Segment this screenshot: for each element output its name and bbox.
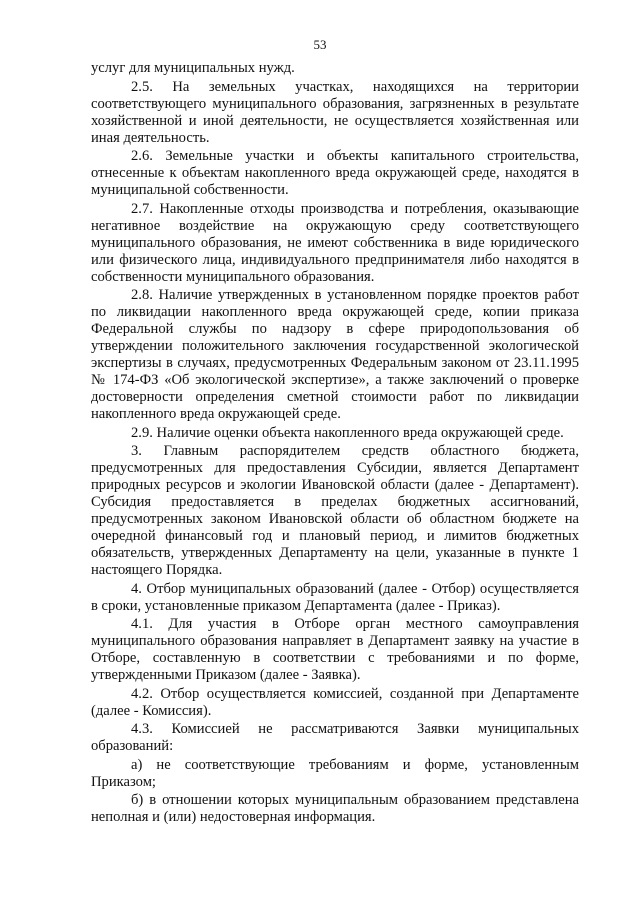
paragraph-4-1: 4.1. Для участия в Отборе орган местного самоуправления муниципального образования направляет в Департамент заявку на участие в Отборе, составленную в соответствии с требованиями и по форме, утвержденными Приказом (далее - Заявка). [91,616,579,683]
paragraph-2-6: 2.6. Земельные участки и объекты капитального строительства, отнесенные к объектам накопленного вреда окружающей среде, находятся в муниципальной собственности. [91,148,579,198]
paragraph-2-9: 2.9. Наличие оценки объекта накопленного вреда окружающей среде. [131,424,564,441]
paragraph-4-3-a: а) не соответствующие требованиям и форме, установленным Приказом; [91,756,579,790]
paragraph-4: 4. Отбор муниципальных образований (далее - Отбор) осуществляется в сроки, установленные приказом Департамента (далее - Приказ). [91,580,579,614]
paragraph-4-3-b: б) в отношении которых муниципальным образованием представлена неполная и (или) недостоверная информация. [91,792,579,825]
page-number: 53 [313,37,327,52]
paragraph-3: 3. Главным распорядителем средств областного бюджета, предусмотренных для предоставления Субсидии, является Департамент природных ресурсов и экологии Ивановской области (далее - Департамент). Субсидия предоставляется в пределах бюджетных ассигнований, предусмотренных законом Ивановской области об областном бюджете на очередной финансовый год и плановый период, и лимитов бюджетных обязательств, утвержденных Департаменту на цели, указанные в пункте 1 настоящего Порядка. [91,443,579,578]
paragraph-2-8: 2.8. Наличие утвержденных в установленном порядке проектов работ по ликвидации накопленного вреда окружающей среде, копии приказа Федеральной службы по надзору в сфере природопользования об утверждении положительного заключения государственной экологической экспертизы в случаях, предусмотренных Федеральным законом от 23.11.1995 № 174-ФЗ «Об экологической экспертизе», а также заключений о проверке достоверности определения сметной стоимости работ по ликвидации накопленного вреда окружающей среде. [91,287,579,422]
paragraph-continuation: услуг для муниципальных нужд. [91,60,295,76]
paragraph-4-2: 4.2. Отбор осуществляется комиссией, созданной при Департаменте (далее - Комиссия). [91,685,579,719]
document-body [91,60,579,828]
paragraph-4-3: 4.3. Комиссией не рассматриваются Заявки муниципальных образований: [91,721,579,754]
paragraph-2-7: 2.7. Накопленные отходы производства и потребления, оказывающие негативное воздействие на окружающую среду соответствующего муниципального образования, не имеют собственника в виде юридического или физического лица, индивидуального предпринимателя либо находятся в собственности муниципального образования. [91,200,579,285]
paragraph-2-5: 2.5. На земельных участках, находящихся на территории соответствующего муниципального образования, загрязненных в результате хозяйственной и иной деятельности, не осуществляется хозяйственная или иная деятельность. [91,78,579,146]
